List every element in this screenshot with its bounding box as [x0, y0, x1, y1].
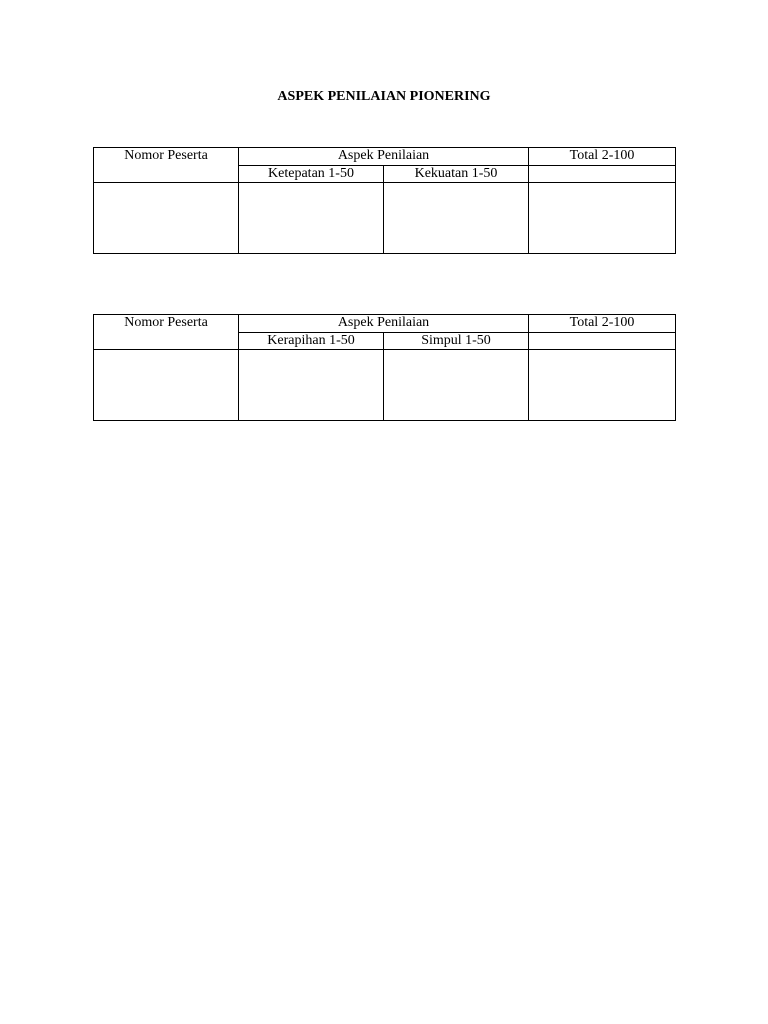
cell-total[interactable]: [529, 350, 676, 421]
cell-kekuatan[interactable]: [384, 183, 529, 254]
subheader-ketepatan: Ketepatan 1-50: [239, 166, 384, 182]
header-aspek-penilaian: Aspek Penilaian: [239, 148, 529, 166]
subheader-group: [239, 333, 529, 350]
table-header-row: [94, 148, 676, 166]
subheader-kerapihan: Kerapihan 1-50: [239, 333, 384, 349]
table-header-row: [94, 315, 676, 333]
subheader-total-empty: [529, 333, 676, 350]
cell-ketepatan[interactable]: [239, 183, 384, 254]
score-table-1: [93, 147, 676, 254]
cell-total[interactable]: [529, 183, 676, 254]
cell-nomor-peserta[interactable]: [94, 183, 239, 254]
header-nomor-peserta: Nomor Peserta: [94, 148, 239, 183]
header-total: Total 2-100: [529, 315, 676, 333]
table-row: [94, 183, 676, 254]
cell-nomor-peserta[interactable]: [94, 350, 239, 421]
cell-simpul[interactable]: [384, 350, 529, 421]
page-title: ASPEK PENILAIAN PIONERING: [277, 89, 491, 104]
subheader-kekuatan: Kekuatan 1-50: [414, 166, 498, 181]
subheader-simpul: Simpul 1-50: [421, 333, 491, 348]
score-table-2: [93, 314, 676, 421]
header-nomor-peserta: Nomor Peserta: [94, 315, 239, 350]
subheader-group: [239, 166, 529, 183]
table-row: [94, 350, 676, 421]
header-aspek-penilaian: Aspek Penilaian: [239, 315, 529, 333]
subheader-total-empty: [529, 166, 676, 183]
cell-kerapihan[interactable]: [239, 350, 384, 421]
header-total: Total 2-100: [529, 148, 676, 166]
